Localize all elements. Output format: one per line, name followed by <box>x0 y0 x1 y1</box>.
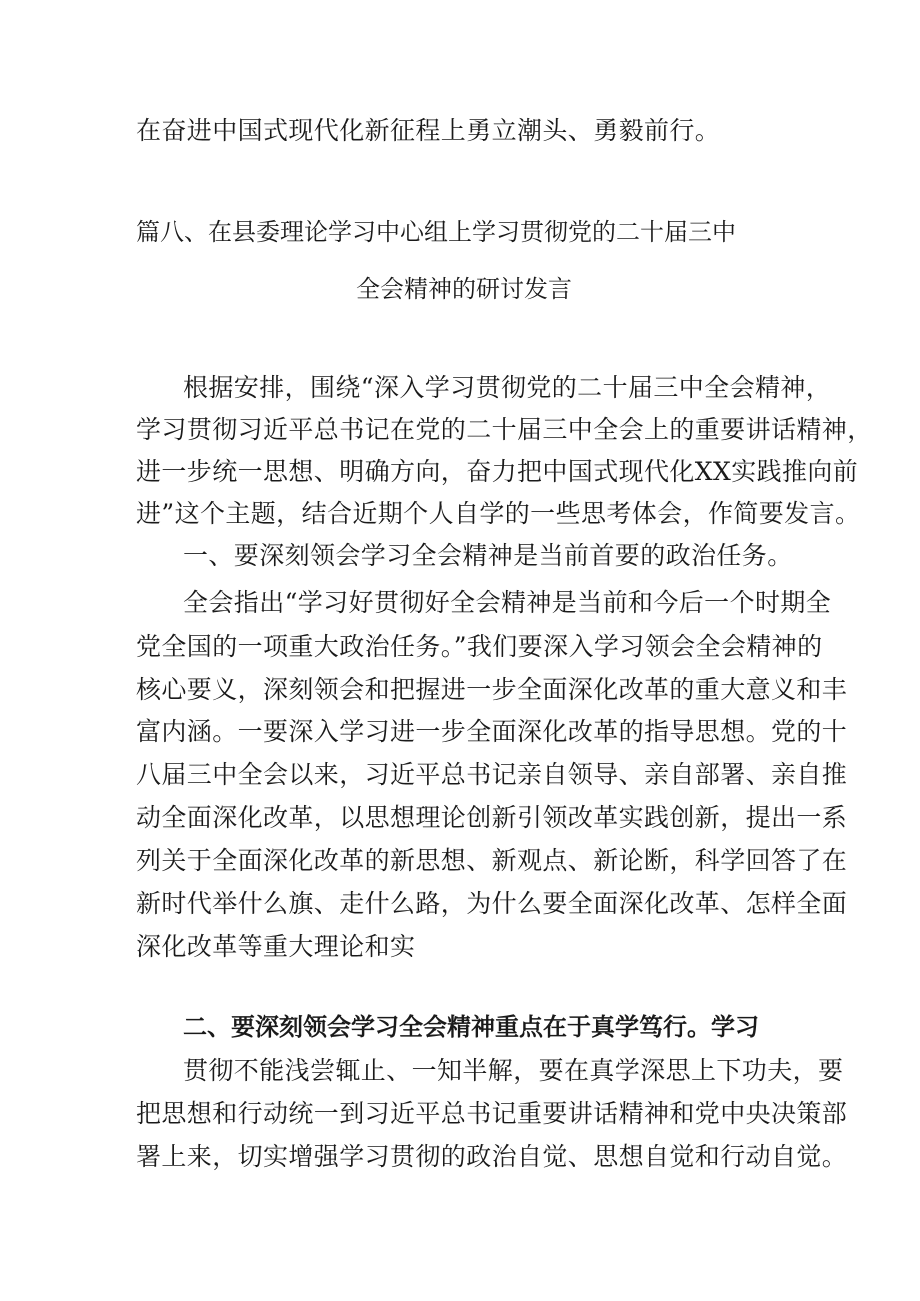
paragraph2-line-4: 富内涵。一要深入学习进一步全面深化改革的指导思想。党的十 <box>136 717 848 746</box>
paragraph2-line-2: 党全国的一项重大政治任务。”我们要深入学习领会全会精神的 <box>136 632 823 661</box>
section1-heading: 一、要深刻领会学习全会精神是当前首要的政治任务。 <box>183 541 793 570</box>
paragraph2-line-3: 核心要义，深刻领会和把握进一步全面深化改革的重大意义和丰 <box>136 675 848 704</box>
paragraph2-line-6: 动全面深化改革，以思想理论创新引领改革实践创新，提出一系 <box>136 803 848 832</box>
paragraph1-line-2: 学习贯彻习近平总书记在党的二十届三中全会上的重要讲话精神， <box>136 415 873 444</box>
paragraph3-line-1: 贯彻不能浅尝辄止、一知半解，要在真学深思上下功夫，要 <box>183 1056 844 1085</box>
paragraph2-line-8: 新时代举什么旗、走什么路，为什么要全面深化改革、怎样全面 <box>136 889 848 918</box>
paragraph3-line-3: 署上来，切实增强学习贯彻的政治自觉、思想自觉和行动自觉。 <box>136 1142 848 1171</box>
title-line-2: 全会精神的研讨发言 <box>356 275 572 303</box>
paragraph3-line-2: 把思想和行动统一到习近平总书记重要讲话精神和党中央决策部 <box>136 1099 848 1128</box>
paragraph1-line-3: 进一步统一思想、明确方向，奋力把中国式现代化XX实践推向前 <box>136 457 859 486</box>
section2-heading: 二、要深刻领会学习全会精神重点在于真学笃行。学习 <box>183 1013 759 1041</box>
paragraph1-line-1: 根据安排，围绕“深入学习贯彻党的二十届三中全会精神， <box>183 373 832 402</box>
intro-line: 在奋进中国式现代化新征程上勇立潮头、勇毅前行。 <box>136 116 721 145</box>
paragraph2-line-7: 列关于全面深化改革的新思想、新观点、新论断，科学回答了在 <box>136 846 848 875</box>
paragraph2-line-9: 深化改革等重大理论和实 <box>136 932 416 961</box>
paragraph2-line-5: 八届三中全会以来，习近平总书记亲自领导、亲自部署、亲自推 <box>136 760 848 789</box>
paragraph2-line-1: 全会指出“学习好贯彻好全会精神是当前和今后一个时期全 <box>183 588 832 617</box>
paragraph1-line-4: 进”这个主题，结合近期个人自学的一些思考体会，作简要发言。 <box>136 499 861 528</box>
title-line-1: 篇八、在县委理论学习中心组上学习贯彻党的二十届三中 <box>136 218 736 246</box>
